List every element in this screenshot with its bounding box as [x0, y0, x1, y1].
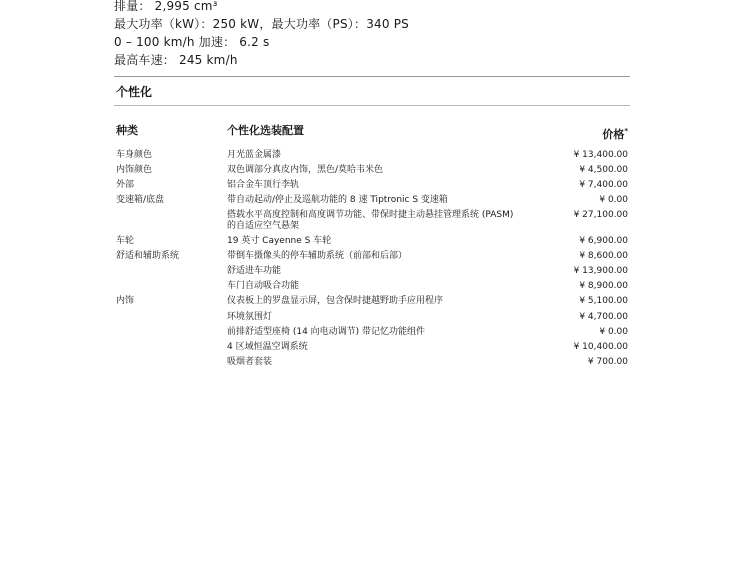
row-config: 带自动起动/停止及巡航功能的 8 速 Tiptronic S 变速箱: [227, 195, 448, 205]
spec-acceleration: 0 – 100 km/h 加速： 6.2 s: [114, 35, 270, 49]
table-header: [116, 123, 630, 139]
row-price: ¥ 7,400.00: [579, 180, 628, 190]
row-price: ¥ 4,700.00: [579, 312, 628, 322]
row-price: ¥ 5,100.00: [579, 296, 628, 306]
engine-specs: [114, 0, 409, 69]
row-price: ¥ 0.00: [599, 327, 628, 337]
row-price: ¥ 700.00: [587, 357, 628, 367]
section-title: 个性化: [116, 85, 153, 99]
section-divider-top: [114, 76, 630, 77]
spec-displacement: 排量： 2,995 cm³: [114, 0, 218, 13]
row-price: ¥ 8,900.00: [579, 281, 628, 291]
row-price: ¥ 27,100.00: [573, 210, 628, 220]
row-config: 车门自动吸合功能: [227, 281, 300, 291]
row-category: 车身颜色: [116, 150, 153, 160]
row-price: ¥ 13,900.00: [573, 266, 628, 276]
row-config: 舒适进车功能: [227, 266, 282, 276]
spec-top-speed: 最高车速： 245 km/h: [114, 53, 238, 67]
row-price: ¥ 4,500.00: [579, 165, 628, 175]
row-config: 环境氛围灯: [227, 312, 273, 322]
row-config: 铝合金车顶行李轨: [227, 180, 300, 190]
row-config: 搭载水平高度控制和高度调节功能、带保时捷主动悬挂管理系统 (PASM) 的自适应空气悬架: [227, 210, 514, 231]
row-config: 月光蓝金属漆: [227, 150, 282, 160]
spec-max-power: 最大功率（kW）：250 kW，最大功率（PS）：340 PS: [114, 17, 409, 31]
header-price-label: 价格: [602, 128, 625, 141]
row-price: ¥ 8,600.00: [579, 251, 628, 261]
price-footnote-mark: *: [624, 127, 628, 135]
row-price: ¥ 13,400.00: [573, 150, 628, 160]
row-config: 吸烟者套装: [227, 357, 273, 367]
row-price: ¥ 6,900.00: [579, 236, 628, 246]
row-config: 双色调部分真皮内饰，黑色/莫哈韦米色: [227, 165, 384, 175]
row-category: 变速箱/底盘: [116, 195, 165, 205]
row-price: ¥ 0.00: [599, 195, 628, 205]
row-category: 内饰颜色: [116, 165, 153, 175]
row-config: 前排舒适型座椅 (14 向电动调节) 带记忆功能组件: [227, 327, 426, 337]
header-config: 个性化选装配置: [227, 124, 304, 137]
row-price: ¥ 10,400.00: [573, 342, 628, 352]
row-category: 内饰: [116, 296, 135, 306]
row-category: 舒适和辅助系统: [116, 251, 180, 261]
row-config: 4 区域恒温空调系统: [227, 342, 308, 352]
header-category: 种类: [116, 124, 138, 137]
row-config: 19 英寸 Cayenne S 车轮: [227, 236, 332, 246]
row-config: 仪表板上的罗盘显示屏，包含保时捷越野助手应用程序: [227, 296, 444, 306]
row-config: 带倒车摄像头的停车辅助系统（前部和后部）: [227, 251, 408, 261]
options-table: [116, 123, 630, 367]
row-category: 车轮: [116, 236, 135, 246]
section-divider-bottom: [114, 105, 630, 106]
header-price: [602, 123, 628, 143]
row-category: 外部: [116, 180, 135, 190]
